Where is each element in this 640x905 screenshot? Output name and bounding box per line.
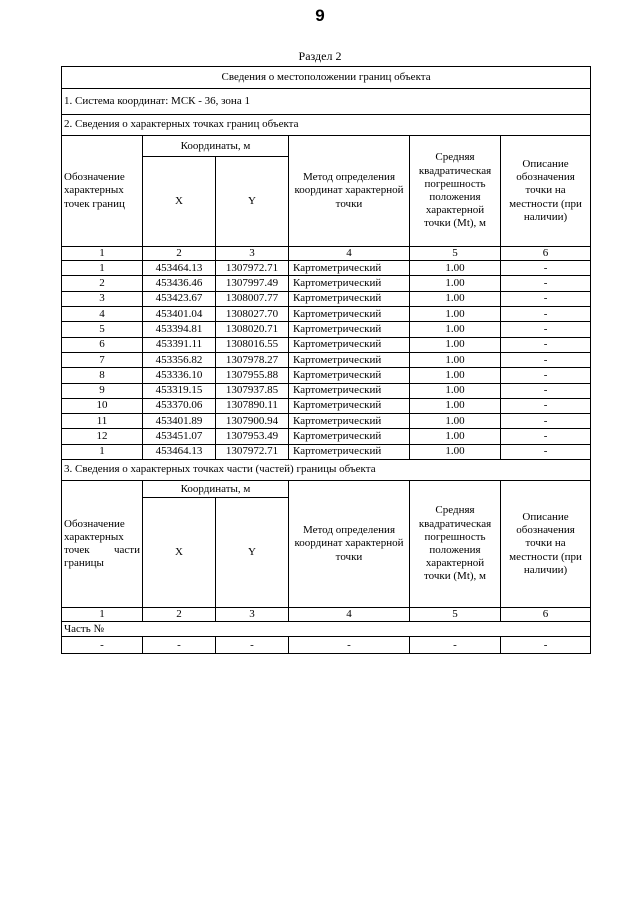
column-number: 5 xyxy=(410,608,501,622)
point-y: 1307937.85 xyxy=(216,383,289,398)
table-row xyxy=(62,276,591,291)
point-method: Картометрический xyxy=(289,307,410,322)
point-method: Картометрический xyxy=(289,291,410,306)
point-error: 1.00 xyxy=(410,383,501,398)
point-y: 1307955.88 xyxy=(216,368,289,383)
point-method: Картометрический xyxy=(289,444,410,459)
point-description: - xyxy=(501,383,591,398)
point-y: 1307997.49 xyxy=(216,276,289,291)
column-number: 6 xyxy=(501,608,591,622)
point-description: - xyxy=(501,398,591,413)
point-method: Картометрический xyxy=(289,383,410,398)
point-description: - xyxy=(501,429,591,444)
column-number: 3 xyxy=(216,247,289,261)
part-column-numbers-row xyxy=(62,608,591,622)
point-description: - xyxy=(501,291,591,306)
point-number: 1 xyxy=(62,261,143,276)
part2-title: 2. Сведения о характерных точках границ объекта xyxy=(62,115,591,136)
point-error: 1.00 xyxy=(410,429,501,444)
table-title: Сведения о местоположении границ объекта xyxy=(62,67,591,89)
point-method: Картометрический xyxy=(289,429,410,444)
point-x: 453401.89 xyxy=(143,414,216,429)
point-number: 12 xyxy=(62,429,143,444)
point-method: Картометрический xyxy=(289,261,410,276)
point-number: 3 xyxy=(62,291,143,306)
table-row xyxy=(62,291,591,306)
point-x: 453436.46 xyxy=(143,276,216,291)
point-y: 1307953.49 xyxy=(216,429,289,444)
part-label: Часть № xyxy=(62,622,591,637)
header-description: Описание обозначения точки на местности (при наличии) xyxy=(501,136,591,247)
header-part-error: Средняя квадратическая погрешность положения характерной точки (Mt), м xyxy=(410,481,501,608)
point-description: - xyxy=(501,307,591,322)
point-number: 10 xyxy=(62,398,143,413)
point-y: 1308027.70 xyxy=(216,307,289,322)
point-x: 453370.06 xyxy=(143,398,216,413)
point-error: 1.00 xyxy=(410,414,501,429)
point-x: 453464.13 xyxy=(143,261,216,276)
table-row xyxy=(62,322,591,337)
point-y: 1307978.27 xyxy=(216,352,289,367)
point-number: 5 xyxy=(62,322,143,337)
boundary-table xyxy=(61,66,591,654)
column-number: 1 xyxy=(62,247,143,261)
point-method: Картометрический xyxy=(289,368,410,383)
header-part-method: Метод определения координат характерной точки xyxy=(289,481,410,608)
points-list xyxy=(62,261,591,460)
table-row xyxy=(62,307,591,322)
point-method: Картометрический xyxy=(289,322,410,337)
part-cell: - xyxy=(289,637,410,654)
point-y: 1308016.55 xyxy=(216,337,289,352)
header-part-designation: Обозначение характерных точек части границы xyxy=(62,481,143,608)
point-number: 6 xyxy=(62,337,143,352)
point-number: 1 xyxy=(62,444,143,459)
column-number: 1 xyxy=(62,608,143,622)
header-error: Средняя квадратическая погрешность положения характерной точки (Mt), м xyxy=(410,136,501,247)
point-number: 8 xyxy=(62,368,143,383)
point-y: 1307890.11 xyxy=(216,398,289,413)
header-part-x: X xyxy=(143,498,216,608)
page-number: 9 xyxy=(315,6,325,25)
point-error: 1.00 xyxy=(410,291,501,306)
point-error: 1.00 xyxy=(410,352,501,367)
table-row xyxy=(62,368,591,383)
header-method: Метод определения координат характерной точки xyxy=(289,136,410,247)
point-x: 453401.04 xyxy=(143,307,216,322)
table-row xyxy=(62,383,591,398)
point-number: 2 xyxy=(62,276,143,291)
header-coordinates: Координаты, м xyxy=(143,136,289,157)
column-number: 2 xyxy=(143,608,216,622)
point-method: Картометрический xyxy=(289,337,410,352)
table-row xyxy=(62,261,591,276)
point-method: Картометрический xyxy=(289,276,410,291)
point-error: 1.00 xyxy=(410,322,501,337)
point-x: 453423.67 xyxy=(143,291,216,306)
point-method: Картометрический xyxy=(289,398,410,413)
column-number: 3 xyxy=(216,608,289,622)
point-description: - xyxy=(501,276,591,291)
section-label: Раздел 2 xyxy=(298,49,342,63)
point-x: 453356.82 xyxy=(143,352,216,367)
table-row xyxy=(62,337,591,352)
header-designation: Обозначение характерных точек границ xyxy=(62,136,143,247)
table-row xyxy=(62,414,591,429)
point-x: 453391.11 xyxy=(143,337,216,352)
point-error: 1.00 xyxy=(410,307,501,322)
point-description: - xyxy=(501,322,591,337)
table-row xyxy=(62,398,591,413)
coord-system: 1. Система координат: МСК - 36, зона 1 xyxy=(62,89,591,115)
point-y: 1307972.71 xyxy=(216,444,289,459)
point-description: - xyxy=(501,414,591,429)
point-description: - xyxy=(501,352,591,367)
part-cell: - xyxy=(410,637,501,654)
table-row xyxy=(62,429,591,444)
point-error: 1.00 xyxy=(410,444,501,459)
table-row xyxy=(62,352,591,367)
point-x: 453451.07 xyxy=(143,429,216,444)
part-cell: - xyxy=(216,637,289,654)
point-number: 11 xyxy=(62,414,143,429)
point-description: - xyxy=(501,368,591,383)
point-number: 4 xyxy=(62,307,143,322)
point-y: 1308007.77 xyxy=(216,291,289,306)
point-y: 1307900.94 xyxy=(216,414,289,429)
point-description: - xyxy=(501,261,591,276)
point-y: 1308020.71 xyxy=(216,322,289,337)
table-row xyxy=(62,444,591,459)
header-x: X xyxy=(143,157,216,247)
column-number: 4 xyxy=(289,247,410,261)
point-description: - xyxy=(501,337,591,352)
point-error: 1.00 xyxy=(410,337,501,352)
point-x: 453336.10 xyxy=(143,368,216,383)
point-error: 1.00 xyxy=(410,261,501,276)
point-method: Картометрический xyxy=(289,414,410,429)
column-number: 4 xyxy=(289,608,410,622)
part-cell: - xyxy=(143,637,216,654)
point-x: 453464.13 xyxy=(143,444,216,459)
point-error: 1.00 xyxy=(410,398,501,413)
header-y: Y xyxy=(216,157,289,247)
point-description: - xyxy=(501,444,591,459)
column-numbers-row xyxy=(62,247,591,261)
point-error: 1.00 xyxy=(410,276,501,291)
part-row xyxy=(62,637,591,654)
header-part-y: Y xyxy=(216,498,289,608)
header-part-coordinates: Координаты, м xyxy=(143,481,289,498)
part-cell: - xyxy=(62,637,143,654)
point-method: Картометрический xyxy=(289,352,410,367)
point-error: 1.00 xyxy=(410,368,501,383)
column-number: 2 xyxy=(143,247,216,261)
column-number: 5 xyxy=(410,247,501,261)
point-number: 9 xyxy=(62,383,143,398)
point-y: 1307972.71 xyxy=(216,261,289,276)
point-x: 453319.15 xyxy=(143,383,216,398)
part-cell: - xyxy=(501,637,591,654)
header-part-description: Описание обозначения точки на местности (при наличии) xyxy=(501,481,591,608)
point-number: 7 xyxy=(62,352,143,367)
column-number: 6 xyxy=(501,247,591,261)
part3-title: 3. Сведения о характерных точках части (частей) границы объекта xyxy=(62,460,591,481)
point-x: 453394.81 xyxy=(143,322,216,337)
